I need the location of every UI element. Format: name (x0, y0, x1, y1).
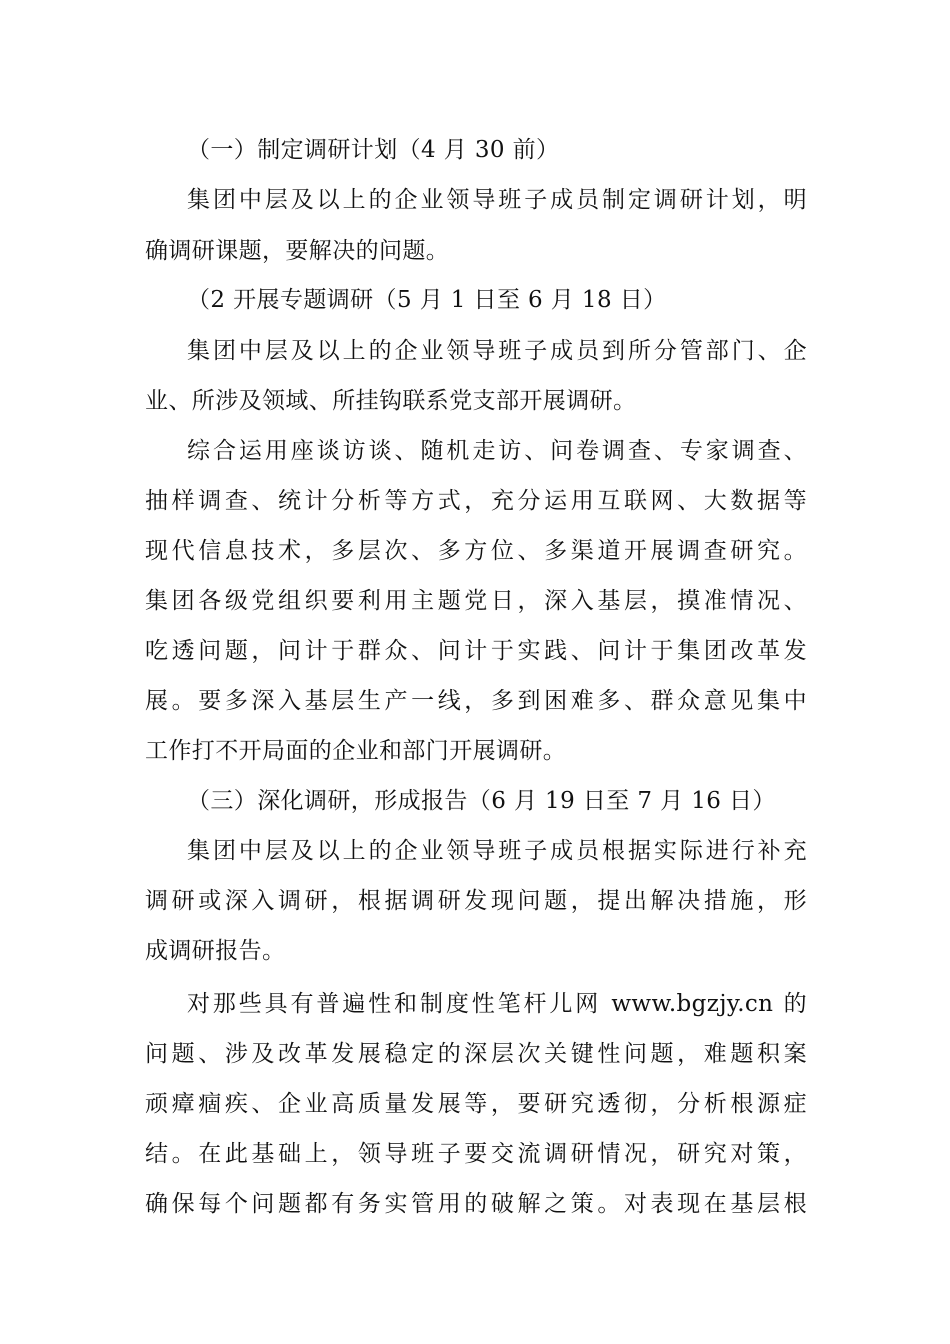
paragraph-line: 展。要多深入基层生产一线，多到困难多、群众意见集中 (145, 688, 807, 714)
paragraph-line: 工作打不开局面的企业和部门开展调研。 (145, 738, 567, 764)
paragraph-line: 集团中层及以上的企业领导班子成员根据实际进行补充 (187, 838, 807, 864)
paragraph-line: 调研或深入调研，根据调研发现问题，提出解决措施，形 (145, 888, 807, 914)
paragraph-line: 成调研报告。 (145, 938, 286, 964)
paragraph-line: 结。在此基础上，领导班子要交流调研情况，研究对策， (145, 1141, 807, 1167)
paragraph-line: 综合运用座谈访谈、随机走访、问卷调查、专家调查、 (187, 438, 807, 464)
section-heading-2: （2 开展专题调研（5 月 1 日至 6 月 18 日） (187, 287, 667, 313)
paragraph-line: 顽瘴痼疾、企业高质量发展等，要研究透彻，分析根源症 (145, 1091, 807, 1117)
paragraph-line: 问题、涉及改革发展稳定的深层次关键性问题，难题积案 (145, 1041, 807, 1067)
paragraph-line: 集团各级党组织要利用主题党日，深入基层，摸准情况、 (145, 588, 807, 614)
paragraph-line: 抽样调查、统计分析等方式，充分运用互联网、大数据等 (145, 488, 807, 514)
paragraph-line: 吃透问题，问计于群众、问计于实践、问计于集团改革发 (145, 638, 807, 664)
section-heading-1: （一）制定调研计划（4 月 30 前） (187, 137, 560, 163)
paragraph-line: 集团中层及以上的企业领导班子成员制定调研计划，明 (187, 187, 807, 213)
paragraph-line: 现代信息技术，多层次、多方位、多渠道开展调查研究。 (145, 538, 807, 564)
paragraph-line: 集团中层及以上的企业领导班子成员到所分管部门、企 (187, 338, 807, 364)
paragraph-line: 确调研课题，要解决的问题。 (145, 238, 450, 264)
paragraph-line: 对那些具有普遍性和制度性笔杆儿网 www.bgzjy.cn 的 (187, 991, 807, 1017)
paragraph-line: 业、所涉及领域、所挂钩联系党支部开展调研。 (145, 388, 637, 414)
paragraph-line: 确保每个问题都有务实管用的破解之策。对表现在基层根 (145, 1191, 807, 1217)
section-heading-3: （三）深化调研，形成报告（6 月 19 日至 7 月 16 日） (187, 788, 776, 814)
